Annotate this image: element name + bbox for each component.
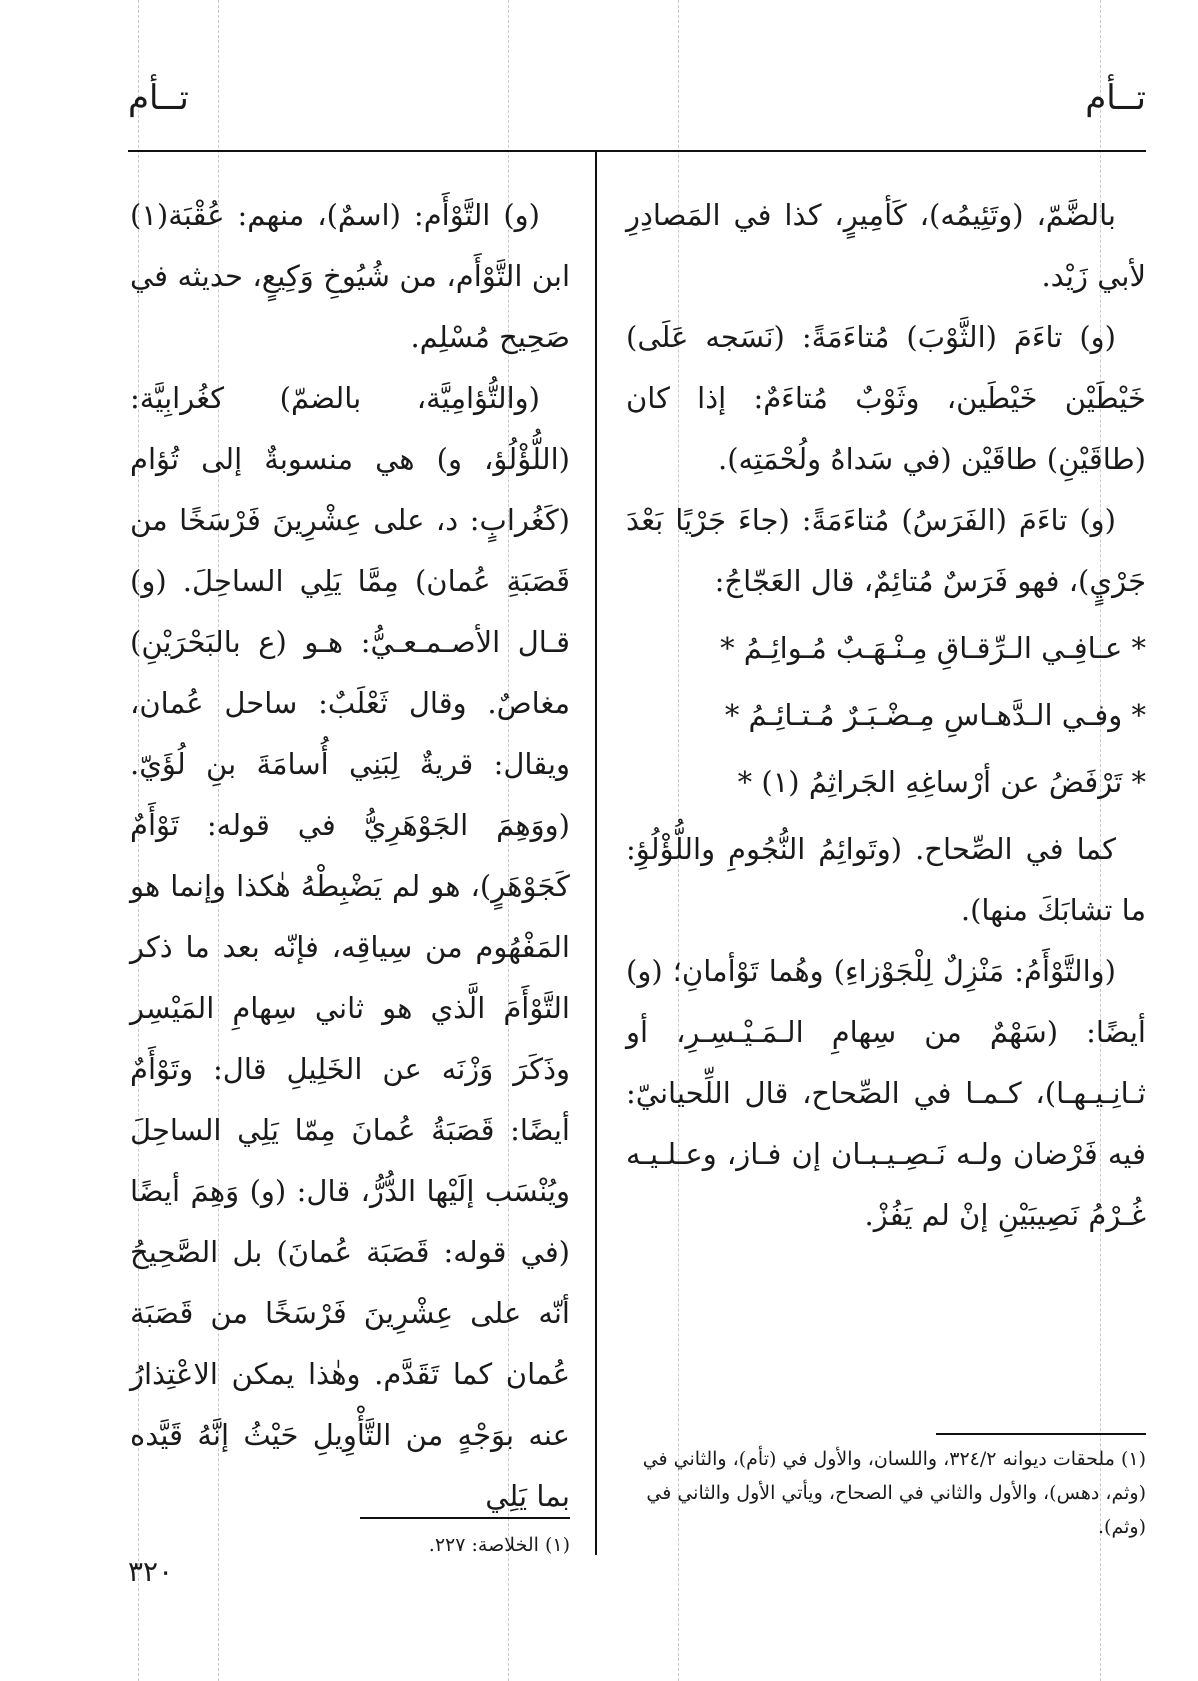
right-paragraph-1: بالضَّمّ، (وتَئِيمُه)، كَأمِيرٍ، كذا في المَصادِرِ لأبي زَيْد. <box>626 198 1146 293</box>
verse-line-2: * وفـي الـدَّهـاسِ مِـضْـبَـرٌ مُـتـائِـمُ * <box>724 698 1146 732</box>
footnote-right: (١) ملحقات ديوانه ٣٢٤/٢، واللسان، والأول في (تأم)، والثاني في (وثم، دهس)، والأول والثاني في الصحاح، ويأتي الأول والثاني في (وثم). <box>642 1448 1146 1538</box>
footnote-rule-right <box>936 1433 1146 1435</box>
verse-line-3: * تَرْفَضُ عن أرْساغِهِ الجَراثِمُ (١) * <box>737 765 1146 799</box>
column-divider <box>595 150 597 1555</box>
left-paragraph-1: (و) التَّوْأَم: (اسمٌ)، منهم: عُقْبَة(١) ابن التَّوْأَم، من شُيُوخِ وَكِيعٍ، حديثه في صَحِيح مُسْلِم. <box>130 198 570 354</box>
right-paragraph-3: (و) تاءَمَ (الفَرَسُ) مُتاءَمَةً: (جاءَ جَرْيًا بَعْدَ جَرْيٍ)، فهو فَرَسٌ مُتائِمٌ، قال العَجّاجُ: <box>626 503 1146 598</box>
header-rule <box>128 150 1146 152</box>
footnote-left: (١) الخلاصة: ٢٢٧. <box>428 1534 570 1556</box>
verse-line-1: * عـافِـي الـرِّقـاقِ مِـنْـهَـبٌ مُـوائِـمُ * <box>720 631 1146 665</box>
right-paragraph-4: كما في الصِّحاح. (وتَوائِمُ النُّجُومِ واللُّؤْلُؤِ: ما تشابَكَ منها). <box>626 832 1146 927</box>
header-left-word: تــأم <box>128 78 189 118</box>
page-number: ٣٢٠ <box>128 1555 174 1588</box>
header-right-word: تــأم <box>1085 78 1146 118</box>
right-paragraph-2: (و) تاءَمَ (الثَّوْبَ) مُتاءَمَةً: (نَسَجه عَلَى) خَيْطَيْن خَيْطَين، وثَوْبٌ مُتاءَمٌ: إذا كان (طاقَيْنِ) طاقَيْن (في سَداهُ ولُحْمَتِه). <box>626 320 1146 476</box>
right-paragraph-5: (والتَّوْأَمُ: مَنْزِلٌ لِلْجَوْزاءِ) وهُما تَوْأمانِ؛ (و) أيضًا: (سَهْمٌ من سِهامِ الـمَـيْـسِـرِ، أو ثـانِـيـهـا)، كـمـا في الصِّحاح، قال اللِّحيانيّ: فيه فَرْضان ولـه نَـصِـيـبـان إن فـاز، وعـلـيـه غُـرْمُ نَصِيبَيْنِ إنْ لم يَفُزْ. <box>626 954 1146 1232</box>
right-column <box>626 185 1146 1246</box>
left-column <box>130 185 570 1527</box>
footnote-rule-left <box>360 1517 570 1519</box>
left-paragraph-2: (والتُّؤامِيَّة، بالضمّ) كغُرابِيَّة: (اللُّؤْلُؤ، و) هي منسوبةٌ إلى تُؤام (كَغُرابٍ: د، على عِشْرِينَ فَرْسَخًا من قَصَبَةِ عُمان) مِمَّا يَلِي الساحِلَ. (و) قـال الأصـمـعـيُّ: هـو (ع بالبَحْرَيْنِ) مغاصٌ. وقال ثَعْلَبٌ: ساحل عُمان، ويقال: قريةٌ لِبَنِي أُسامَةَ بنِ لُؤَيّ. (ووَهِمَ الجَوْهَرِيُّ في قوله: تَوْأَمٌ كَجَوْهَرٍ)، هو لم يَضْبِطْهُ هٰكذا وإنما هو المَفْهُوم من سِياقِه، فإنّه بعد ما ذكر التَّوْأَمَ الَّذي هو ثاني سِهامِ المَيْسِر وذَكَرَ وَزْنَه عن الخَلِيلِ قال: وتَوْأَمٌ أيضًا: قَصَبَةُ عُمانَ مِمّا يَلِي الساحِلَ ويُنْسَب إلَيْها الدُّرُّ، قال: (و) وَهِمَ أيضًا (في قوله: قَصَبَة عُمانَ) بل الصَّحِيحُ أنّه على عِشْرِينَ فَرْسَخًا من قَصَبَة عُمان كما تَقَدَّم. وهٰذا يمكن الاعْتِذارُ عنه بوَجْهٍ من التَّأْوِيلِ حَيْثُ إنَّهُ قَيَّده بما يَلِي <box>130 381 570 1513</box>
